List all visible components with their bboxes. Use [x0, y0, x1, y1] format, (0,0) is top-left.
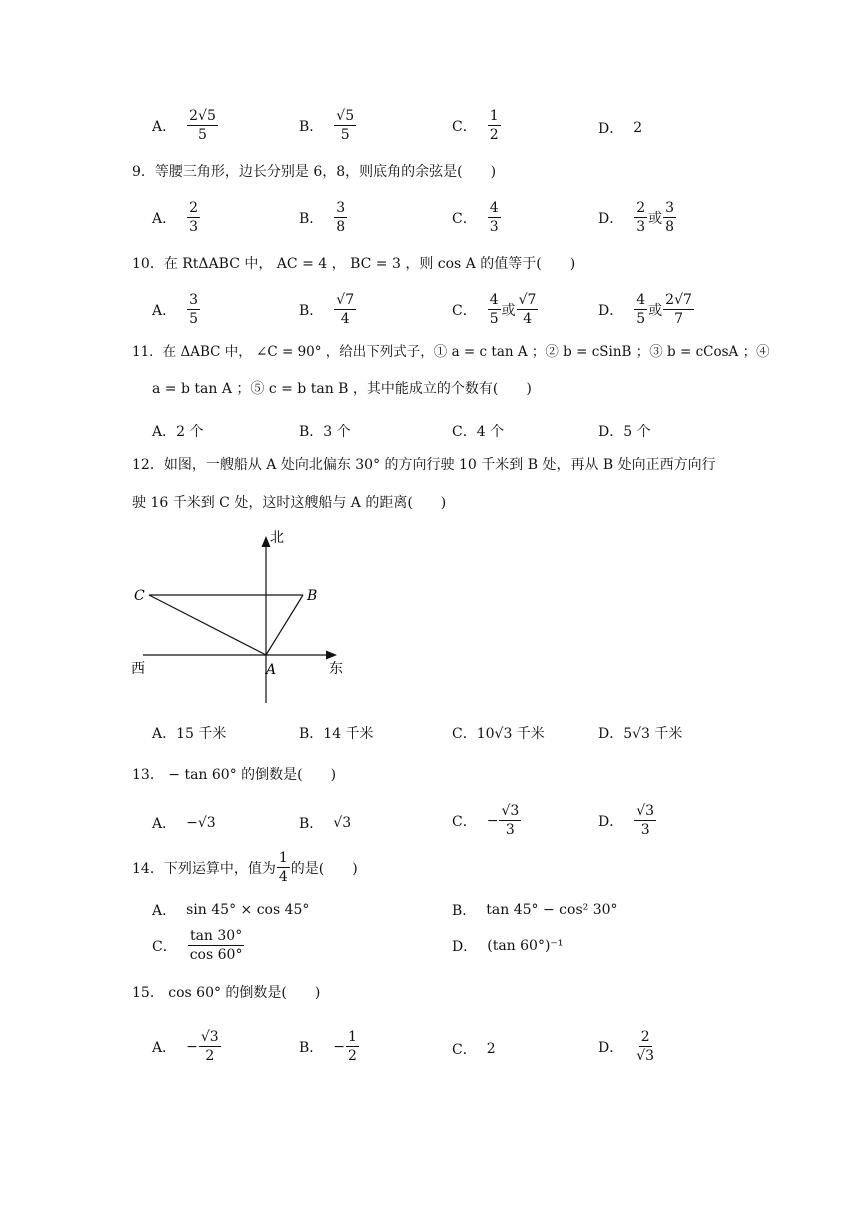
q12-figure [125, 528, 355, 708]
q10-option-b[interactable] [299, 292, 357, 327]
q15-option-a[interactable] [152, 1029, 222, 1064]
option-value: (tan 60°)⁻¹ [487, 938, 564, 954]
north-label: 北 [270, 530, 284, 546]
minus-sign: − [486, 812, 499, 829]
option-label: D． [452, 939, 478, 955]
q11-option-a[interactable]: A．2 个 [152, 424, 204, 440]
q9-stem: 9．等腰三角形，边长分别是 6，8，则底角的余弦是( ) [132, 164, 497, 180]
option-label: A． [152, 210, 177, 227]
q9-option-d[interactable] [598, 200, 677, 235]
q11-option-c[interactable]: C．4 个 [452, 424, 505, 440]
q11-stem-line2: a = b tan A ；⑤ c = b tan B ，其中能成立的个数有( ) [152, 381, 532, 397]
fraction: $\frac{√5}{5}$ [336, 108, 355, 143]
q14-option-a[interactable] [152, 900, 309, 920]
fraction: $\frac{2}{3}$ [189, 200, 199, 235]
option-label: A． [152, 118, 177, 135]
east-label: 东 [329, 661, 343, 677]
fraction: $\frac{3}{8}$ [665, 200, 675, 235]
or-word: 或 [648, 210, 663, 227]
q8-option-d[interactable] [598, 118, 642, 138]
segment-ab [266, 595, 303, 655]
option-value: −√3 [186, 815, 216, 831]
q8-option-a[interactable] [152, 108, 219, 143]
q14-option-b[interactable] [452, 900, 618, 920]
east-arrow-icon [326, 651, 337, 660]
option-label: A． [152, 302, 177, 319]
fraction: $\frac{4}{5}$ [489, 292, 499, 327]
fraction: $\frac{√3}{3}$ [636, 803, 655, 838]
segment-ca [149, 595, 266, 655]
q9-option-b[interactable] [299, 200, 348, 235]
option-label: D． [598, 302, 624, 319]
option-label: A． [152, 903, 177, 919]
option-label: B． [452, 903, 477, 919]
or-word: 或 [501, 302, 516, 319]
q8-option-b[interactable] [299, 108, 357, 143]
q14-option-c[interactable] [152, 928, 245, 963]
fraction: $\frac{1}{4}$ [278, 850, 288, 885]
q15-option-d[interactable] [598, 1029, 657, 1064]
q9-option-a[interactable] [152, 200, 201, 235]
q14-stem: 14．下列运算中，值为 $\frac{1}{4}$ 的是( ) [132, 850, 358, 885]
fraction: $\frac{√3}{3}$ [501, 803, 520, 838]
q13-stem: 13． − tan 60° 的倒数是( ) [132, 767, 337, 783]
option-label: C． [452, 118, 477, 135]
q11-stem-line1: 11．在 ΔABC 中， ∠C = 90° ，给出下列式子，① a = c tan A ；② b = cSinB ；③ b = cCosA ；④ [132, 344, 770, 360]
q15-option-b[interactable] [299, 1029, 360, 1064]
q11-option-b[interactable]: B．3 个 [299, 424, 351, 440]
q10-option-a[interactable] [152, 292, 201, 327]
q14-option-d[interactable] [452, 936, 563, 956]
q9-option-c[interactable] [452, 200, 502, 235]
q12-option-d[interactable]: D．5√3 千米 [598, 726, 683, 742]
fraction: $\frac{√7}{4}$ [518, 292, 537, 327]
option-value: 2 [486, 1041, 496, 1057]
q13-option-d[interactable] [598, 803, 657, 838]
option-label: C． [452, 210, 477, 227]
option-label: A． [152, 1039, 177, 1056]
minus-sign: − [186, 1038, 198, 1055]
point-a-label: A [266, 662, 277, 678]
option-label: C． [452, 1042, 477, 1058]
q12-option-b[interactable]: B．14 千米 [299, 726, 374, 742]
fraction: $\frac{2}{√3}$ [636, 1029, 655, 1064]
q10-stem: 10．在 RtΔABC 中， AC = 4 ， BC = 3 ，则 cos A 的值等于( ) [132, 256, 576, 272]
option-label: C． [452, 302, 477, 319]
option-label: B． [299, 816, 324, 832]
option-label: C． [152, 938, 177, 955]
point-c-label: C [134, 588, 145, 604]
q11-option-d[interactable]: D．5 个 [598, 424, 651, 440]
q12-stem-line1: 12．如图，一艘船从 A 处向北偏东 30° 的方向行驶 10 千米到 B 处，再从 B 处向正西方向行 [132, 457, 716, 473]
fraction: $\frac{2}{3}$ [636, 200, 646, 235]
option-value: tan 45° − cos² 30° [486, 902, 618, 918]
q10-option-d[interactable] [598, 292, 695, 327]
minus-sign: − [333, 1038, 346, 1055]
q12-option-c[interactable]: C．10√3 千米 [452, 726, 545, 742]
option-label: D． [598, 813, 624, 830]
fraction: $\frac{4}{5}$ [636, 292, 646, 327]
q15-stem: 15． cos 60° 的倒数是( ) [132, 985, 321, 1001]
q13-option-c[interactable] [452, 803, 522, 838]
fraction: $\frac{1}{2}$ [489, 108, 499, 143]
option-value: 2 [633, 120, 643, 136]
or-word: 或 [648, 302, 663, 319]
option-label: D． [598, 121, 624, 137]
option-label: D． [598, 210, 624, 227]
q10-option-c[interactable] [452, 292, 539, 327]
option-label: B． [299, 1039, 324, 1056]
fraction: $\frac{2√7}{7}$ [665, 292, 692, 327]
option-label: D． [598, 1039, 624, 1056]
q8-option-c[interactable] [452, 108, 502, 143]
fraction: $\frac{3}{8}$ [336, 200, 346, 235]
q12-stem-line2: 驶 16 千米到 C 处，这时这艘船与 A 的距离( ) [132, 495, 447, 511]
q15-option-c[interactable] [452, 1039, 496, 1059]
option-label: A． [152, 816, 177, 832]
fraction: $\frac{\tan 30^\circ}{\cos 60^\circ}$ [189, 928, 243, 963]
fraction: $\frac{2√5}{5}$ [189, 108, 216, 143]
option-label: B． [299, 118, 324, 135]
point-b-label: B [307, 588, 318, 604]
q13-option-a[interactable] [152, 813, 216, 833]
q13-option-b[interactable] [299, 813, 351, 833]
option-label: B． [299, 210, 324, 227]
west-label: 西 [131, 661, 145, 677]
option-label: C． [452, 813, 477, 830]
fraction: $\frac{4}{3}$ [489, 200, 499, 235]
option-label: B． [299, 302, 324, 319]
option-value: sin 45° × cos 45° [186, 902, 310, 918]
fraction: $\frac{3}{5}$ [189, 292, 199, 327]
option-value: √3 [333, 815, 352, 831]
fraction: $\frac{√3}{2}$ [200, 1029, 219, 1064]
fraction: $\frac{1}{2}$ [348, 1029, 357, 1064]
fraction: $\frac{√7}{4}$ [336, 292, 355, 327]
q12-option-a[interactable]: A．15 千米 [152, 726, 227, 742]
